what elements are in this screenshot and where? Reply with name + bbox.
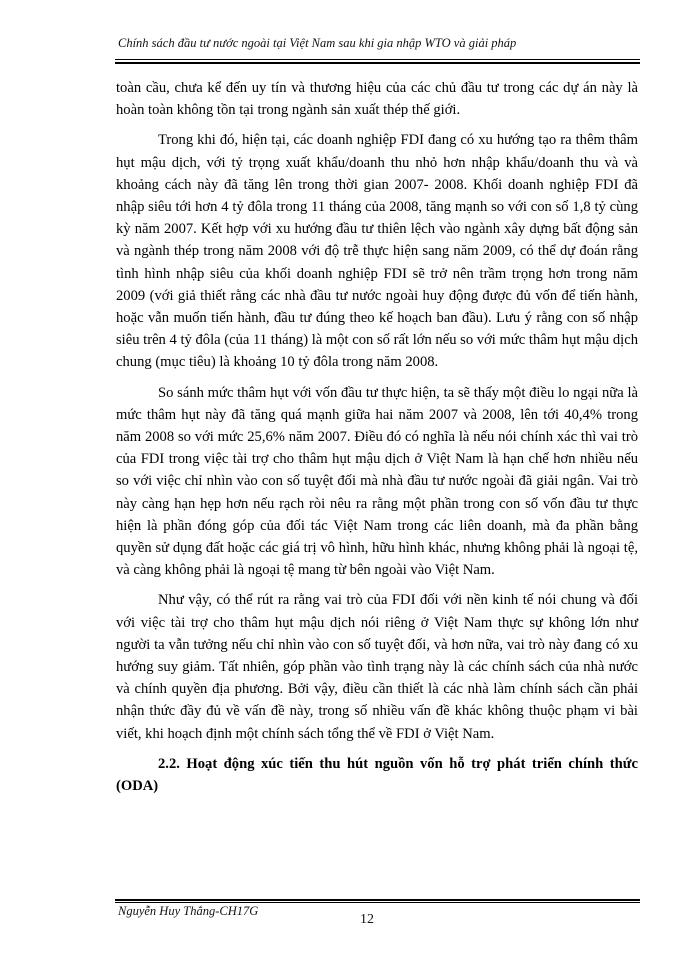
- paragraph-4: Như vậy, có thể rút ra rằng vai trò của FDI đối với nền kinh tế nói chung và đối với việc tài trợ cho thâm hụt mậu dịch nói riêng ở Việt Nam thực sự không lớn như người ta vẫn tưởng nếu chỉ nhìn vào con số tuyệt đối, và hơn nữa, vai trò này đang có xu hướng suy giảm. Tất nhiên, góp phần vào tình trạng này là các chính sách của nhà nước và chính quyền địa phương. Bởi vậy, điều cần thiết là các nhà làm chính sách cần phải nhận thức đầy đủ về vấn đề này, trong số nhiều vấn đề khác không thuộc phạm vi bài viết, khi hoạch định một chính sách tổng thể về FDI ở Việt Nam.: [116, 592, 638, 742]
- footer-rule-thin: [115, 902, 640, 903]
- header-rule-thick: [115, 62, 640, 64]
- page-body: [116, 77, 638, 805]
- running-header: Chính sách đầu tư nước ngoài tại Việt Nam sau khi gia nhập WTO và giải pháp: [118, 36, 517, 50]
- footer-rule-thick: [115, 899, 640, 901]
- page-number: 12: [360, 912, 374, 927]
- footer-author: Nguyễn Huy Thắng-CH17G: [118, 904, 259, 918]
- paragraph-2: Trong khi đó, hiện tại, các doanh nghiệp FDI đang có xu hướng tạo ra thêm thâm hụt mậu dịch, với tỷ trọng xuất khẩu/doanh thu nhỏ hơn nhập khẩu/doanh thu và và khoảng cách này đã tăng lên trong thời gian 2007- 2008. Khối doanh nghiệp FDI đã nhập siêu tới hơn 4 tỷ đôla trong 11 tháng của 2008, tăng mạnh so với con số 1,8 tỷ cùng kỳ năm 2007. Kết hợp với xu hướng đầu tư thiên lệch vào ngành xây dựng bất động sản và ngành thép trong năm 2008 với độ trễ thực hiện sang năm 2009, có thể dự đoán rằng tình hình nhập siêu của khối doanh nghiệp FDI sẽ trở nên trầm trọng hơn trong năm 2009 (với giả thiết rằng các nhà đầu tư nước ngoài huy động được đủ vốn để tiến hành, hoặc vẫn muốn tiến hành, đầu tư đúng theo kế hoạch ban đầu). Lưu ý rằng con số nhập siêu trên 4 tỷ đôla (của 11 tháng) là một con số rất lớn nếu so với mức thâm hụt mậu dịch chung (mục tiêu) là khoảng 10 tỷ đôla trong năm 2008.: [116, 132, 638, 371]
- header-rule-thin: [115, 59, 640, 60]
- section-heading: 2.2. Hoạt động xúc tiến thu hút nguồn vốn hỗ trợ phát triển chính thức (ODA): [116, 755, 638, 795]
- paragraph-3: So sánh mức thâm hụt với vốn đầu tư thực hiện, ta sẽ thấy một điều lo ngại nữa là mức thâm hụt này đã tăng quá mạnh giữa hai năm 2007 và 2008, lên tới 40,4% trong năm 2008 so với mức 25,6% năm 2007. Điều đó có nghĩa là nếu nói chính xác thì vai trò của FDI trong việc tài trợ cho thâm hụt mậu dịch ở Việt Nam là hạn chế hơn nhiều nếu so với việc chỉ nhìn vào con số tuyệt đối mà nhà đầu tư nước ngoài đã giải ngân. Vai trò này càng hạn hẹp hơn nếu rạch ròi nêu ra rằng một phần trong con số vốn đầu tư thực hiện là phần đóng góp của đối tác Việt Nam trong các liên doanh, mà đa phần bằng quyền sử dụng đất hoặc các giá trị vô hình, hữu hình khác, nhưng không phải là ngoại tệ, và càng không phải là ngoại tệ mang từ bên ngoài vào Việt Nam.: [116, 384, 638, 579]
- paragraph-1: toàn cầu, chưa kể đến uy tín và thương hiệu của các chủ đầu tư trong các dự án này là hoàn toàn không tồn tại trong ngành sản xuất thép thế giới.: [116, 80, 638, 119]
